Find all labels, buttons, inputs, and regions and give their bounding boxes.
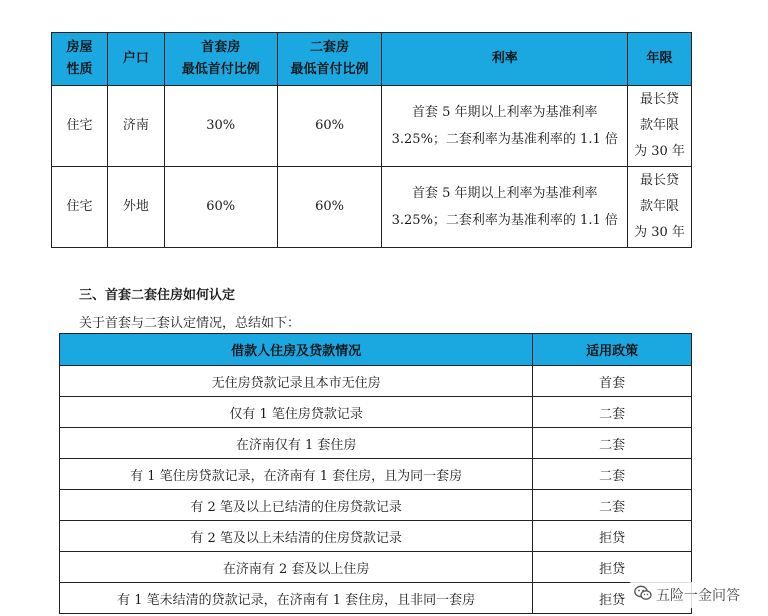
table-row: [60, 552, 692, 583]
header-hukou: 户口: [107, 33, 164, 86]
cell-first-ratio: 30%: [164, 86, 277, 167]
header-second-home: 二套房 最低首付比例: [277, 33, 382, 86]
cell-second-ratio: 60%: [277, 86, 382, 167]
cell-situation: 仅有 1 笔住房贷款记录: [60, 397, 533, 428]
cell-property-type: 住宅: [52, 86, 108, 167]
cell-term: 最长贷 款年限 为 30 年: [628, 167, 692, 248]
cell-situation: 有 2 笔及以上已结清的住房贷款记录: [60, 490, 533, 521]
table-row: [60, 490, 692, 521]
cell-hukou: 济南: [107, 86, 164, 167]
cell-second-ratio: 60%: [277, 167, 382, 248]
table-row: [60, 428, 692, 459]
header-rate: 利率: [382, 33, 628, 86]
table-row: [60, 583, 692, 614]
header-policy: 适用政策: [533, 334, 692, 366]
cell-rate: 首套 5 年期以上利率为基准利率 3.25%；二套利率为基准利率的 1.1 倍: [382, 86, 628, 167]
wechat-icon: [634, 585, 656, 605]
cell-situation: 在济南有 2 套及以上住房: [60, 552, 533, 583]
housing-determination-table: [59, 333, 692, 614]
cell-situation: 无住房贷款记录且本市无住房: [60, 366, 533, 397]
table-row: [52, 86, 692, 167]
cell-policy: 二套: [533, 459, 692, 490]
cell-policy: 二套: [533, 490, 692, 521]
cell-rate: 首套 5 年期以上利率为基准利率 3.25%；二套利率为基准利率的 1.1 倍: [382, 167, 628, 248]
cell-property-type: 住宅: [52, 167, 108, 248]
cell-policy: 拒贷: [533, 552, 692, 583]
table-row: [60, 366, 692, 397]
section-heading: 三、首套二套住房如何认定: [79, 288, 236, 303]
cell-situation: 有 2 笔及以上未结清的住房贷款记录: [60, 521, 533, 552]
watermark-text: 五险一金问答: [656, 588, 740, 604]
header-property-type: 房屋 性质: [52, 33, 108, 86]
cell-situation: 在济南仅有 1 套住房: [60, 428, 533, 459]
cell-situation: 有 1 笔住房贷款记录，在济南有 1 套住房，且为同一套房: [60, 459, 533, 490]
cell-policy: 二套: [533, 428, 692, 459]
section-intro: 关于首套与二套认定情况，总结如下：: [79, 316, 301, 331]
table-header-row: [52, 33, 692, 86]
cell-policy: 拒贷: [533, 521, 692, 552]
table-row: [60, 521, 692, 552]
cell-hukou: 外地: [107, 167, 164, 248]
table-row: [52, 167, 692, 248]
table-row: [60, 397, 692, 428]
loan-terms-table: [51, 32, 692, 248]
cell-term: 最长贷 款年限 为 30 年: [628, 86, 692, 167]
header-first-home: 首套房 最低首付比例: [164, 33, 277, 86]
header-situation: 借款人住房及贷款情况: [60, 334, 533, 366]
cell-situation: 有 1 笔未结清的贷款记录，在济南有 1 套住房，且非同一套房: [60, 583, 533, 614]
cell-first-ratio: 60%: [164, 167, 277, 248]
watermark: [628, 582, 746, 608]
table-row: [60, 459, 692, 490]
header-term: 年限: [628, 33, 692, 86]
cell-policy: 拒贷: [533, 583, 692, 614]
cell-policy: 首套: [533, 366, 692, 397]
cell-policy: 二套: [533, 397, 692, 428]
table-header-row: [60, 334, 692, 366]
